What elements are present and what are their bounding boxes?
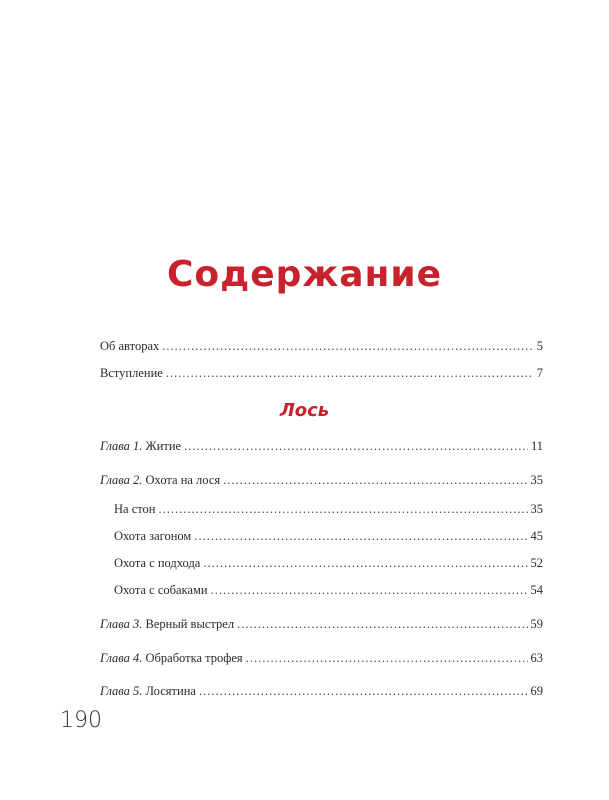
toc-leader-dots [211,582,528,598]
toc-chapter-1[interactable] [100,438,543,454]
page-title: Содержание [166,254,443,295]
toc-entry-page: 35 [530,473,543,487]
toc-entry-page: 59 [530,617,543,631]
toc-entry-label: Вступление [100,366,163,380]
toc-entry-page: 5 [536,339,543,353]
toc-leader-dots [203,555,527,571]
chapter-prefix: Глава 4. [100,651,143,665]
toc-entry-page: 45 [530,529,543,543]
toc-subsection-3[interactable] [114,555,543,571]
toc-entry-label [100,650,243,666]
toc-entry-front-1[interactable] [100,338,543,354]
toc-entry-page: 54 [530,583,543,597]
toc-entry-label: Охота загоном [114,529,192,543]
toc-entry-label: На стон [114,502,156,516]
toc-entry-page: 11 [530,439,543,453]
toc-entry-label: Об авторах [100,339,160,353]
toc-entry-front-2[interactable] [100,365,543,381]
toc-chapter-4[interactable] [100,650,543,666]
chapter-title: Обработка трофея [145,651,243,665]
toc-entry-label [100,616,234,632]
toc-entry-page: 7 [536,366,543,380]
chapter-title: Лосятина [145,684,196,698]
chapter-prefix: Глава 2. [100,473,143,487]
chapter-title: Житие [145,439,182,453]
toc-entry-page: 35 [530,502,543,516]
toc-subsection-4[interactable] [114,582,543,598]
chapter-prefix: Глава 5. [100,684,143,698]
toc-leader-dots [223,472,527,488]
toc-chapter-5[interactable] [100,683,543,699]
toc-entry-page: 63 [530,651,543,665]
toc-leader-dots [237,616,527,632]
toc-chapter-2[interactable] [100,472,543,488]
toc-entry-page: 69 [530,684,543,698]
toc-leader-dots [159,501,528,517]
chapter-prefix: Глава 1. [100,439,143,453]
toc-subsection-2[interactable] [114,528,543,544]
toc-leader-dots [246,650,528,666]
chapter-title: Охота на лося [145,473,221,487]
toc-entry-label: Охота с подхода [114,556,201,570]
toc-leader-dots [162,338,534,354]
chapter-title: Верный выстрел [145,617,235,631]
page-number: 190 [60,708,102,733]
section-title: Лось [279,400,330,421]
toc-leader-dots [194,528,527,544]
toc-leader-dots [184,438,528,454]
toc-chapter-3[interactable] [100,616,543,632]
toc-leader-dots [199,683,528,699]
toc-entry-label: Охота с собаками [114,583,208,597]
toc-entry-page: 52 [530,556,543,570]
toc-leader-dots [166,365,534,381]
toc-subsection-1[interactable] [114,501,543,517]
toc-entry-label [100,683,196,699]
toc-entry-label [100,438,181,454]
toc-entry-label [100,472,220,488]
chapter-prefix: Глава 3. [100,617,143,631]
